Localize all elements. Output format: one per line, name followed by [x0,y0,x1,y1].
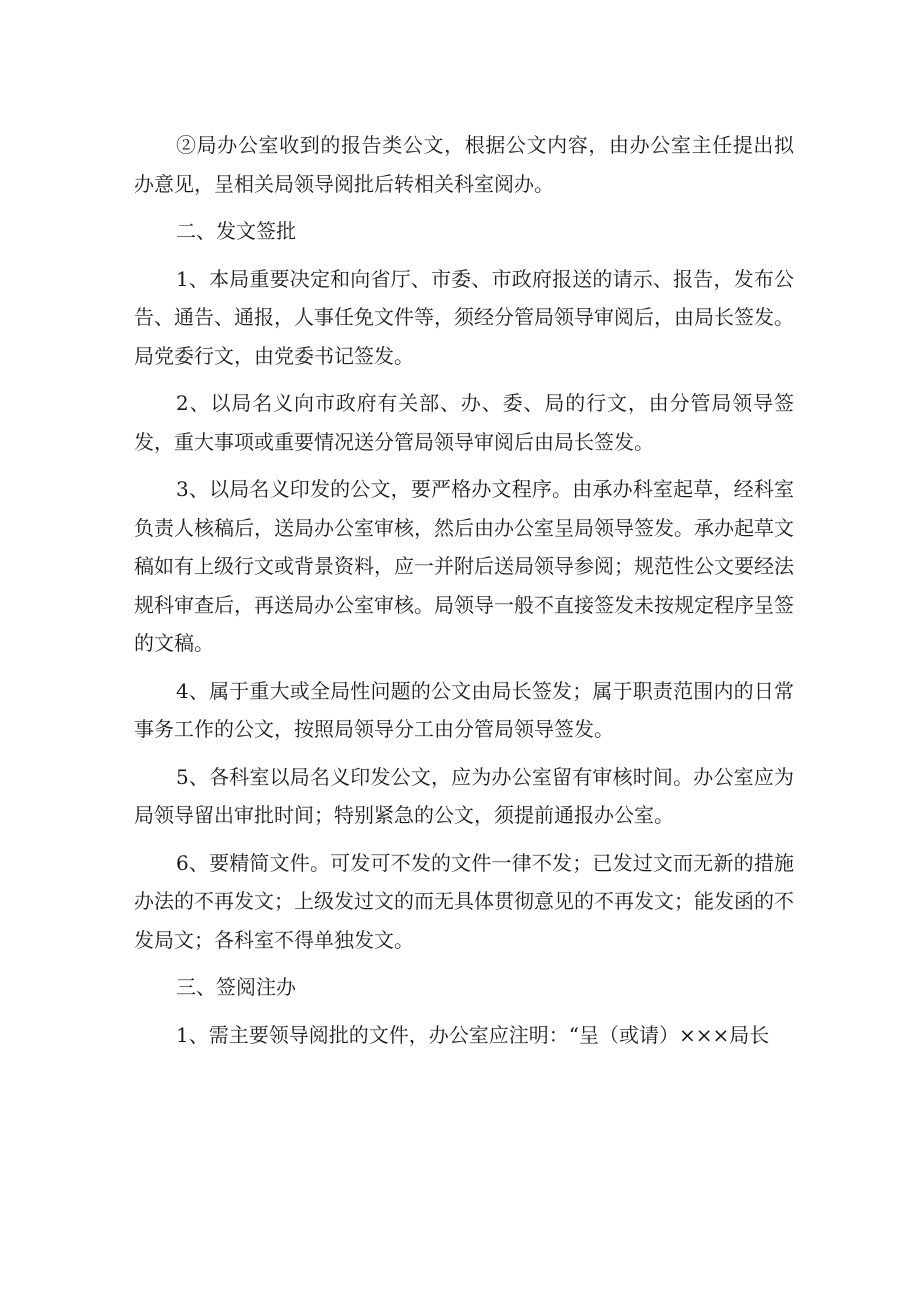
paragraph-item-5: 5、各科室以局名义印发公文，应为办公室留有审核时间。办公室应为局领导留出审批时间；特别紧急的公文，须提前通报办公室。 [134,764,794,827]
paragraph-review-item-1: 1、需主要领导阅批的文件，办公室应注明：“呈（或请）×××局长 [176,1022,770,1047]
document-page [134,126,794,1063]
section-heading-review: 三、签阅注办 [176,975,296,999]
paragraph-item-6: 6、要精简文件。可发可不发的文件一律不发；已发过文而无新的措施办法的不再发文；上级发过文的而无具体贯彻意见的不再发文；能发函的不发局文；各科室不得单独发文。 [134,850,794,952]
paragraph-report-handling: ②局办公室收到的报告类公文，根据公文内容，由办公室主任提出拟办意见，呈相关局领导阅批后转相关科室阅办。 [134,133,794,196]
paragraph-item-3: 3、以局名义印发的公文，要严格办文程序。由承办科室起草，经科室负责人核稿后，送局办公室审核，然后由办公室呈局领导签发。承办起草文稿如有上级行文或背景资料，应一并附后送局领导参阅；规范性公文要经法规科审查后，再送局办公室审核。局领导一般不直接签发未按规定程序呈签的文稿。 [134,477,794,655]
paragraph-item-4: 4、属于重大或全局性问题的公文由局长签发；属于职责范围内的日常事务工作的公文，按照局领导分工由分管局领导签发。 [134,678,794,741]
paragraph-item-1: 1、本局重要决定和向省厅、市委、市政府报送的请示、报告，发布公告、通告、通报，人事任免文件等，须经分管局领导审阅后，由局长签发。局党委行文，由党委书记签发。 [134,266,794,368]
section-heading-issuance: 二、发文签批 [176,219,296,243]
paragraph-item-2: 2、以局名义向市政府有关部、办、委、局的行文，由分管局领导签发，重大事项或重要情况送分管局领导审阅后由局长签发。 [134,391,794,454]
